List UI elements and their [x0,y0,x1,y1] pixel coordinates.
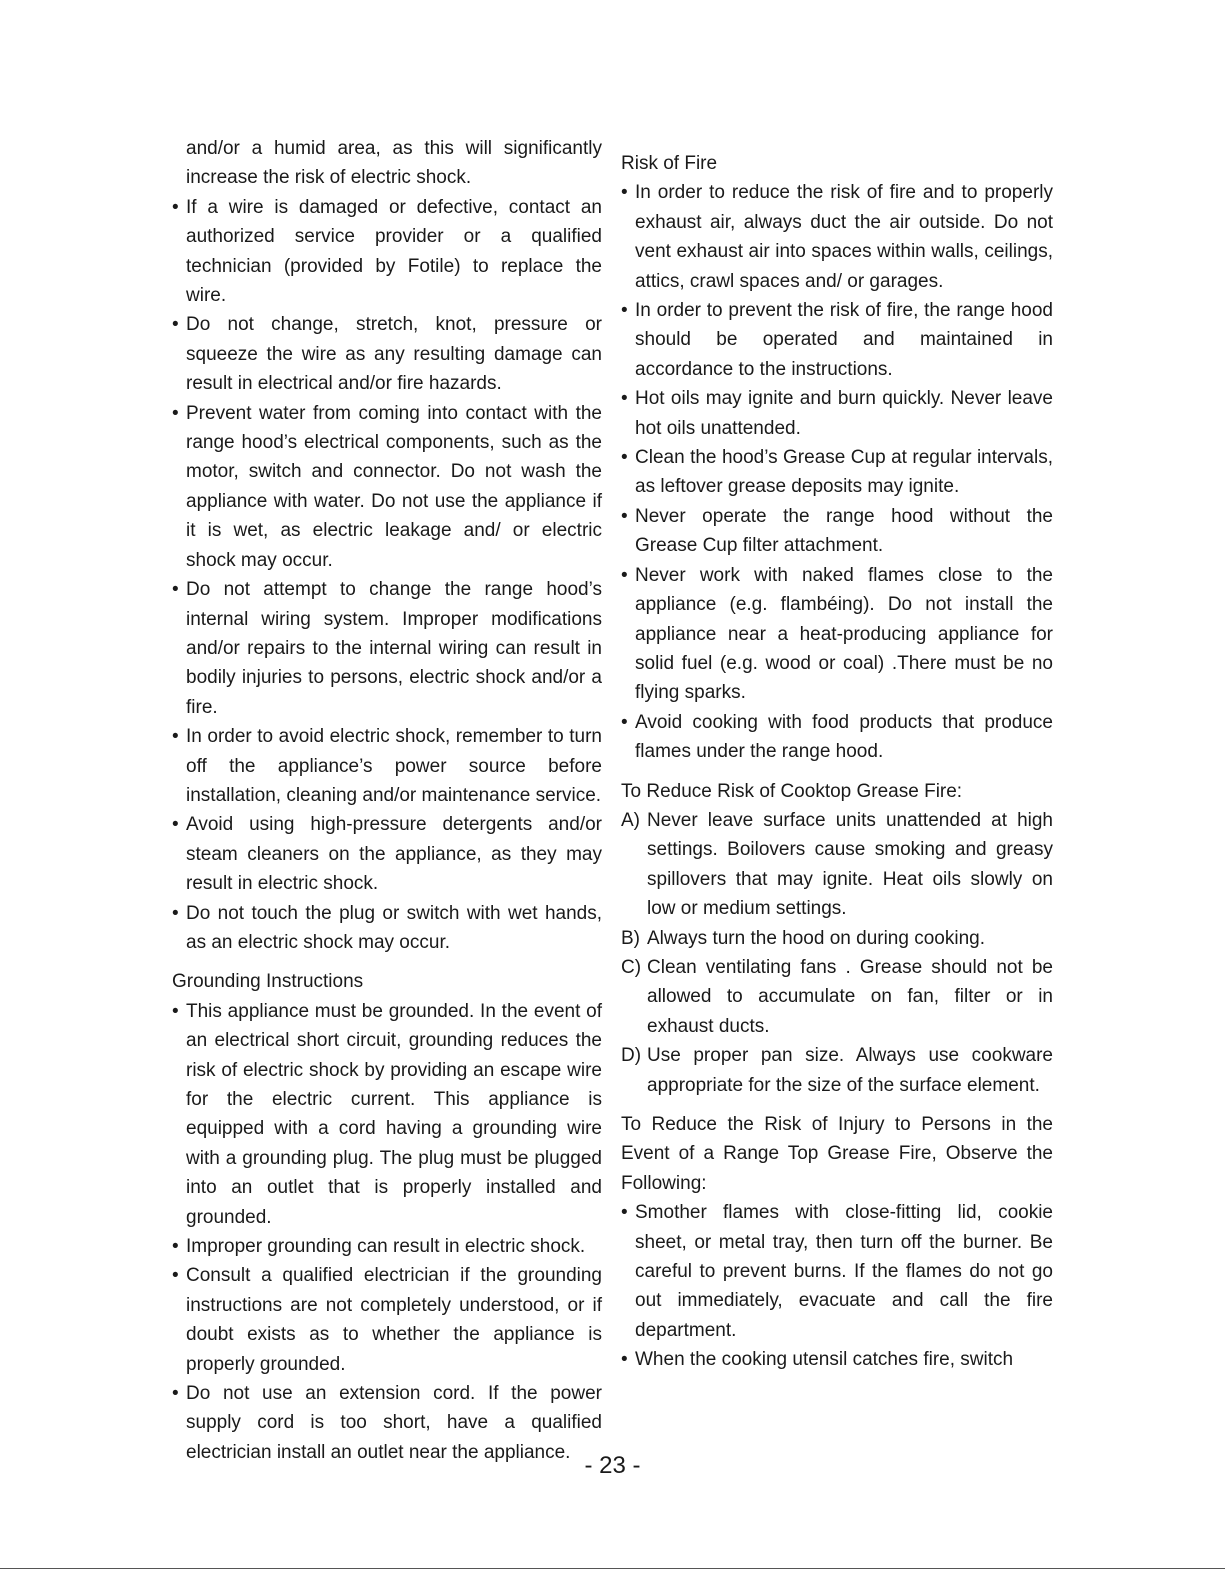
item-text: Always turn the hood on during cooking. [647,927,985,949]
item-letter: B) [621,927,640,949]
section-heading-fire: Risk of Fire [621,153,718,174]
item-letter: A) [621,809,640,831]
bottom-divider [0,1568,1225,1569]
item-letter: D) [621,1045,642,1067]
left-column [172,134,602,1467]
list-item: • Consult a qualified electrician if the grounding instructions are not completely understood, or if doubt exists as to whether the appliance is properly grounded. [172,1261,602,1379]
lettered-item [621,924,1053,953]
list-item: • If a wire is damaged or defective, contact an authorized service provider or a qualified technician (provided by Fotile) to replace the wire. [172,193,602,311]
list-item: • Never operate the range hood without the Grease Cup filter attachment. [621,502,1053,561]
item-text: Never leave surface units unattended at high settings. Boilovers cause smoking and greasy spillovers that may ignite. Heat oils slowly on low or medium settings. [647,809,1053,920]
item-letter: C) [621,956,642,978]
continued-paragraph: and/or a humid area, as this will significantly increase the risk of electric shock. [186,138,602,189]
lettered-item [621,1041,1053,1100]
section-heading-cooktop: To Reduce Risk of Cooktop Grease Fire: [621,780,963,802]
section-heading-grounding: Grounding Instructions [172,971,364,993]
list-item: • Improper grounding can result in electric shock. [172,1232,602,1261]
item-text: Clean ventilating fans . Grease should not be allowed to accumulate on fan, filter or in exhaust ducts. [647,956,1053,1037]
section-heading-injury: To Reduce the Risk of Injury to Persons in the Event of a Range Top Grease Fire, Observe the Following: [621,1114,1053,1194]
list-item: • In order to reduce the risk of fire and to properly exhaust air, always duct the air outside. Do not vent exhaust air into spaces within walls, ceilings, attics, crawl spaces and/ or garages. [621,178,1053,296]
list-item: • Do not attempt to change the range hood’s internal wiring system. Improper modifications and/or repairs to the internal wiring can result in bodily injuries to persons, electric shock and/or a fire. [172,575,602,722]
list-item: • Smother flames with close-fitting lid, cookie sheet, or metal tray, then turn off the burner. Be careful to prevent burns. If the flames do not go out immediately, evacuate and call the fire department. [621,1198,1053,1345]
lettered-item [621,806,1053,924]
list-item: • Hot oils may ignite and burn quickly. Never leave hot oils unattended. [621,384,1053,443]
lettered-item [621,953,1053,1041]
page-number: - 23 - [584,1452,641,1479]
list-item: • In order to prevent the risk of fire, the range hood should be operated and maintained in accordance to the instructions. [621,296,1053,384]
list-item: • Prevent water from coming into contact with the range hood’s electrical components, such as the motor, switch and connector. Do not wash the appliance with water. Do not use the appliance if it is wet, as electric leakage and/ or electric shock may occur. [172,399,602,575]
list-item: • Avoid using high-pressure detergents and/or steam cleaners on the appliance, as they may result in electric shock. [172,810,602,898]
list-item: • In order to avoid electric shock, remember to turn off the appliance’s power source before installation, cleaning and/or maintenance service. [172,722,602,810]
list-item: • Avoid cooking with food products that produce flames under the range hood. [621,708,1053,767]
item-text: Use proper pan size. Always use cookware appropriate for the size of the surface element. [647,1045,1053,1096]
list-item: • Do not change, stretch, knot, pressure or squeeze the wire as any resulting damage can result in electrical and/or fire hazards. [172,310,602,398]
list-item: • When the cooking utensil catches fire, switch [621,1345,1053,1374]
list-item: • Do not touch the plug or switch with wet hands, as an electric shock may occur. [172,899,602,958]
list-item: • Never work with naked flames close to the appliance (e.g. flambéing). Do not install the appliance near a heat-producing appliance for solid fuel (e.g. wood or coal) .There must be no flying sparks. [621,561,1053,708]
list-item: • Clean the hood’s Grease Cup at regular intervals, as leftover grease deposits may ignite. [621,443,1053,502]
right-column [621,149,1053,1375]
list-item: • This appliance must be grounded. In the event of an electrical short circuit, grounding reduces the risk of electric shock by providing an escape wire for the electric current. This appliance is equipped with a cord having a grounding wire with a grounding plug. The plug must be plugged into an outlet that is properly installed and grounded. [172,997,602,1232]
list-item: • Do not use an extension cord. If the power supply cord is too short, have a qualified electrician install an outlet near the appliance. [172,1379,602,1467]
